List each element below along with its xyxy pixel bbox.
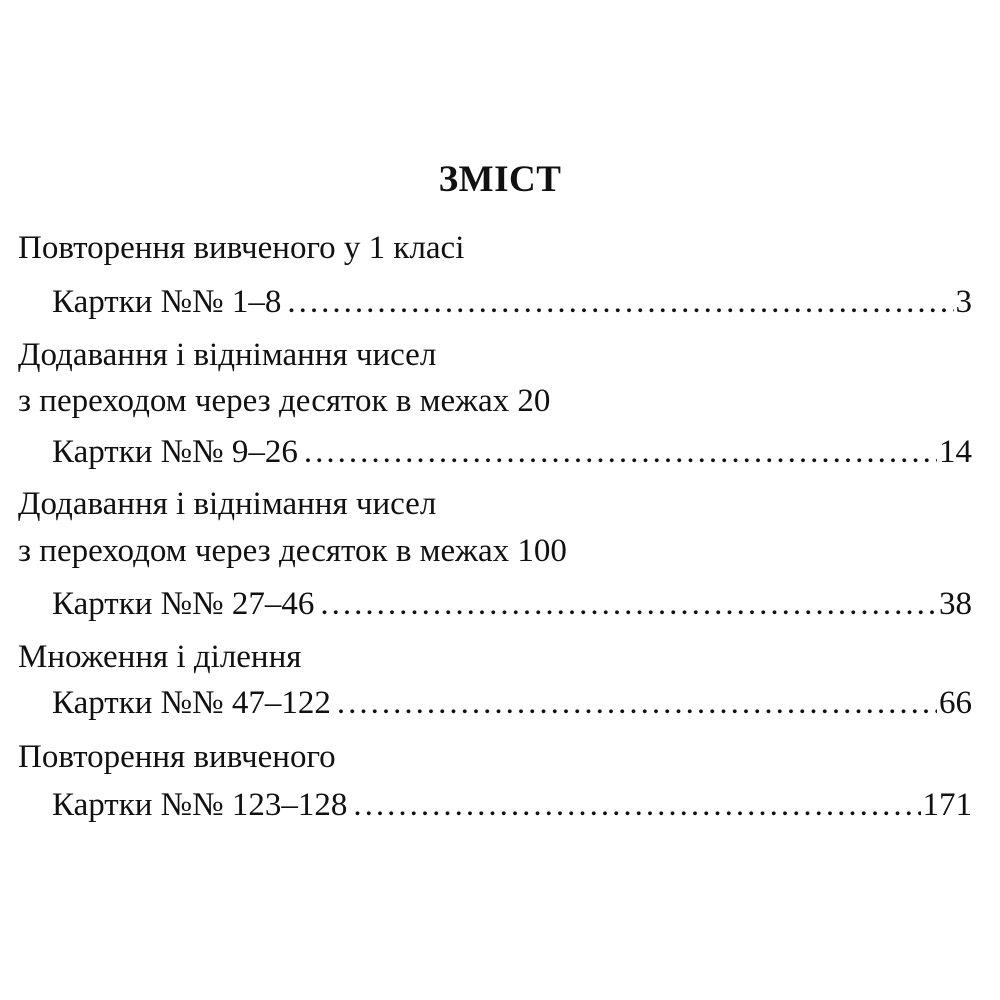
dot-leader [304,432,937,472]
toc-entry-label: Картки №№ 47–122 [52,685,331,721]
toc-entry-page-number: 38 [939,586,972,622]
toc-entry[interactable] [52,432,972,472]
toc-entry[interactable] [52,584,972,624]
toc-entry-label: Картки №№ 9–26 [52,434,298,470]
section-heading: Повторення вивченого у 1 класі [18,230,465,266]
dot-leader [287,282,953,322]
toc-entry-page-number: 66 [939,685,972,721]
toc-entry-label: Картки №№ 27–46 [52,586,315,622]
section-heading: Додавання і віднімання чисел [18,486,437,522]
page-title: ЗМІСТ [438,159,562,200]
dot-leader [353,785,920,825]
toc-entry[interactable] [52,785,972,825]
toc-entry[interactable] [52,683,972,723]
toc-entry-page-number: 171 [922,787,972,823]
dot-leader [337,683,937,723]
toc-entry-page-number: 3 [955,284,972,320]
toc-entry[interactable] [52,282,972,322]
section-heading: Повторення вивченого [18,739,336,775]
section-heading-continued: з переходом через десяток в межах 20 [18,383,551,419]
section-heading-continued: з переходом через десяток в межах 100 [18,533,567,569]
section-heading: Додавання і віднімання чисел [18,337,437,373]
dot-leader [320,584,937,624]
section-heading: Множення і ділення [18,639,302,675]
toc-entry-label: Картки №№ 1–8 [52,284,282,320]
toc-entry-label: Картки №№ 123–128 [52,787,348,823]
toc-entry-page-number: 14 [939,434,972,470]
